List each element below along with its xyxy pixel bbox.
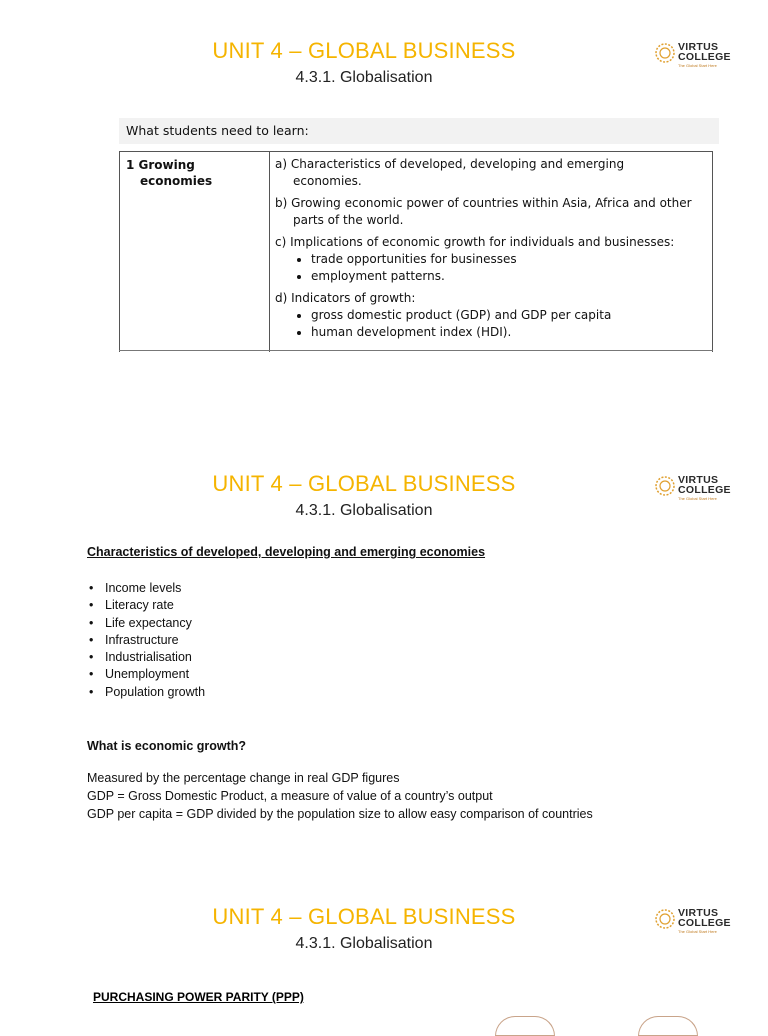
logo-text-line1: VIRTUS — [678, 474, 719, 486]
list-item: • Population growth — [89, 684, 205, 701]
list-item: • employment patterns. — [311, 268, 711, 285]
logo-tagline: The Global Start Here — [678, 496, 717, 501]
spec-item-a-text: a) Characteristics of developed, developing and emerging — [275, 157, 625, 171]
spec-item-c-bullets — [275, 251, 711, 285]
laurel-icon — [654, 42, 676, 64]
question-heading: What is economic growth? — [87, 739, 247, 753]
logo-text-line2: COLLEGE — [678, 484, 731, 496]
list-item: • trade opportunities for businesses — [311, 251, 711, 268]
spec-item-d-text: d) Indicators of growth: — [275, 291, 416, 305]
definition-line: GDP per capita = GDP divided by the population size to allow easy comparison of countries — [87, 807, 593, 821]
list-item: • Industrialisation — [89, 649, 205, 666]
slide-subtitle: 4.3.1. Globalisation — [295, 502, 433, 519]
logo-text-line1: VIRTUS — [678, 41, 719, 53]
definition-text — [87, 769, 593, 823]
list-item: • Literacy rate — [89, 597, 205, 614]
spec-topic-line2: economies — [140, 174, 213, 188]
section-heading: PURCHASING POWER PARITY (PPP) — [93, 990, 304, 1004]
spec-bottom-rule — [119, 350, 713, 351]
logo-tagline: The Global Start Here — [678, 63, 717, 68]
spec-heading: What students need to learn: — [119, 118, 719, 144]
spec-item-b — [275, 195, 711, 229]
spec-item-d-bullets — [275, 307, 711, 341]
spec-item-a — [275, 156, 711, 190]
characteristics-list — [89, 580, 205, 701]
section-heading: Characteristics of developed, developing and emerging economies — [87, 545, 486, 559]
slide-subtitle: 4.3.1. Globalisation — [295, 69, 433, 86]
spec-content-cell — [275, 156, 711, 346]
list-item: • Life expectancy — [89, 615, 205, 632]
spec-topic-line1: 1 Growing — [126, 158, 195, 172]
logo-text-line2: COLLEGE — [678, 51, 731, 63]
definition-line: Measured by the percentage change in real GDP figures — [87, 771, 400, 785]
college-logo — [654, 40, 734, 70]
list-item: • Infrastructure — [89, 632, 205, 649]
definition-line: GDP = Gross Domestic Product, a measure of value of a country’s output — [87, 789, 493, 803]
slide-subtitle: 4.3.1. Globalisation — [295, 935, 433, 952]
slide-title: UNIT 4 – GLOBAL BUSINESS — [212, 471, 516, 496]
slide-title: UNIT 4 – GLOBAL BUSINESS — [212, 904, 516, 929]
spec-topic — [126, 157, 212, 189]
spec-item-c — [275, 234, 711, 285]
laurel-icon — [654, 475, 676, 497]
spec-item-a-cont: economies. — [293, 174, 362, 188]
spec-item-c-text: c) Implications of economic growth for individuals and businesses: — [275, 235, 675, 249]
logo-text-line2: COLLEGE — [678, 917, 731, 929]
logo-text-line1: VIRTUS — [678, 907, 719, 919]
illustration-shape — [638, 1016, 698, 1036]
college-logo — [654, 906, 734, 936]
spec-box — [119, 118, 719, 352]
logo-tagline: The Global Start Here — [678, 929, 717, 934]
spec-table — [119, 151, 713, 352]
college-logo — [654, 473, 734, 503]
list-item: • gross domestic product (GDP) and GDP per capita — [311, 307, 711, 324]
spec-item-b-cont: parts of the world. — [293, 213, 404, 227]
illustration-shape — [495, 1016, 555, 1036]
spec-item-b-text: b) Growing economic power of countries within Asia, Africa and other — [275, 196, 692, 210]
list-item: • Unemployment — [89, 666, 205, 683]
list-item: • human development index (HDI). — [311, 324, 711, 341]
spec-item-d — [275, 290, 711, 341]
laurel-icon — [654, 908, 676, 930]
list-item: • Income levels — [89, 580, 205, 597]
spec-topic-cell — [120, 152, 270, 352]
slide-title: UNIT 4 – GLOBAL BUSINESS — [212, 38, 516, 63]
